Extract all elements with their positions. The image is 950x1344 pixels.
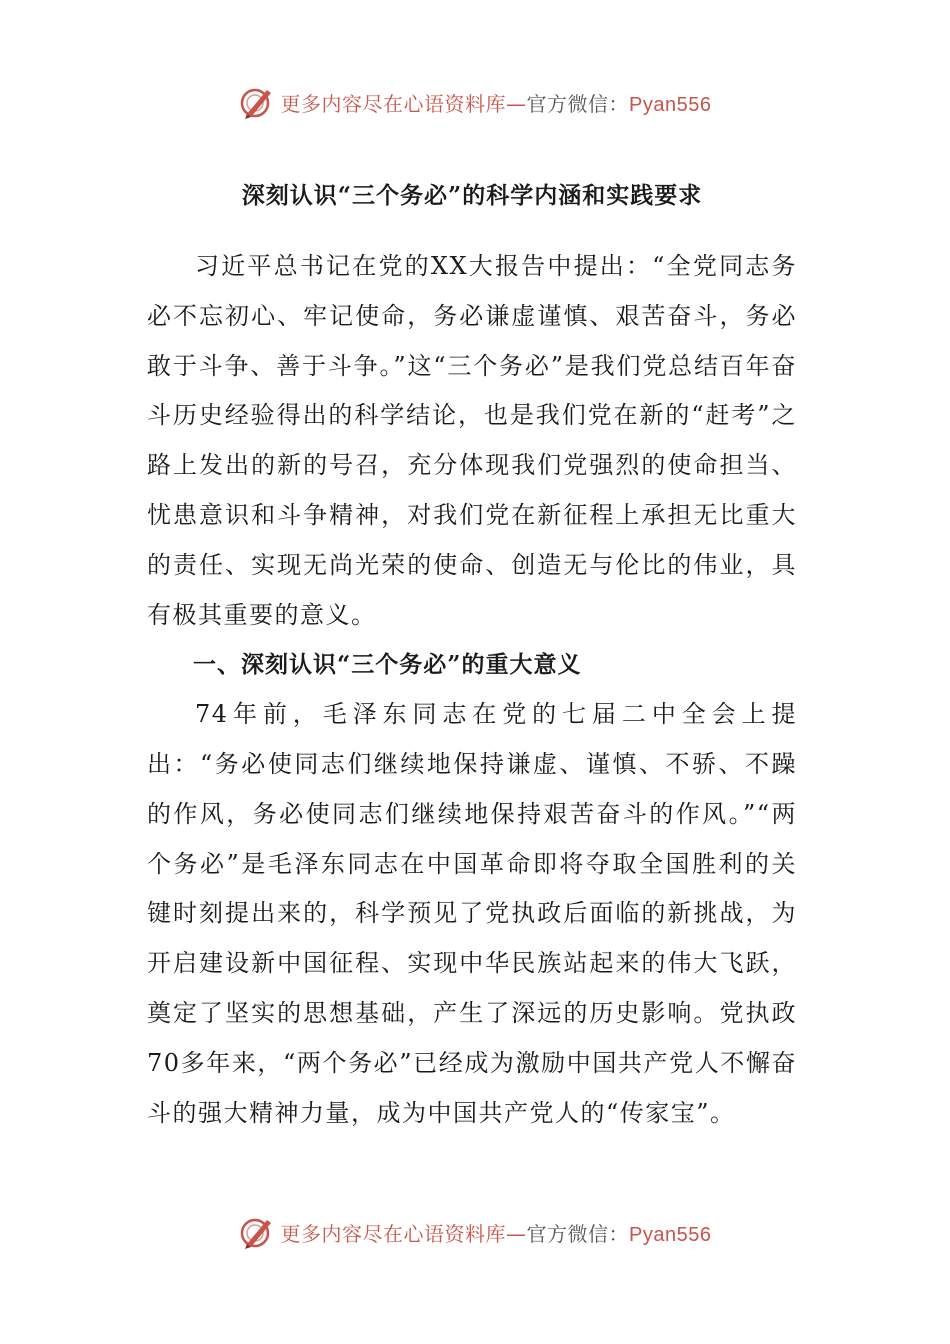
header-banner (0, 80, 950, 124)
banner-site-name: 更多内容尽在心语资料库 (280, 91, 507, 116)
banner-content (239, 84, 712, 120)
paragraph-intro: 习近平总书记在党的XX大报告中提出：“全党同志务必不忘初心、牢记使命，务必谦虚谨慎、艰苦奋斗，务必敢于斗争、善于斗争。”这“三个务必”是我们党总结百年奋斗历史经验得出的科学结论，也是我们党在新的“赶考”之路上发出的新的号召，充分体现我们党强烈的使命担当、忧患意识和斗争精神，对我们党在新征程上承担无比重大的责任、实现无尚光荣的使命、创造无与伦比的伟业，具有极其重要的意义。 (147, 252, 797, 629)
footer-banner (0, 1210, 950, 1254)
banner-dash: — (506, 1221, 527, 1246)
banner-wechat-id: Pyan556 (629, 93, 712, 116)
banner-wechat-label: 官方微信： (526, 1221, 630, 1246)
banner-wechat-id: Pyan556 (629, 1223, 712, 1246)
document-title: 深刻认识“三个务必”的科学内涵和实践要求 (241, 182, 703, 209)
banner-text (281, 1218, 712, 1247)
pen-in-circle-icon (239, 1214, 275, 1250)
banner-wechat-label: 官方微信： (526, 91, 630, 116)
section-heading-1: 一、深刻认识“三个务必”的重大意义 (193, 651, 582, 679)
paragraph-section-1: 74年前，毛泽东同志在党的七届二中全会上提出：“务必使同志们继续地保持谦虚、谨慎、不骄、不躁的作风，务必使同志们继续地保持艰苦奋斗的作风。”“两个务必”是毛泽东同志在中国革命即将夺取全国胜利的关键时刻提出来的，科学预见了党执政后面临的新挑战，为开启建设新中国征程、实现中华民族站起来的伟大飞跃，奠定了坚实的思想基础，产生了深远的历史影响。党执政70多年来，“两个务必”已经成为激励中国共产党人不懈奋斗的强大精神力量，成为中国共产党人的“传家宝”。 (147, 700, 797, 1127)
banner-content (239, 1214, 712, 1250)
document-body (147, 168, 797, 1138)
banner-site-name: 更多内容尽在心语资料库 (280, 1221, 507, 1246)
banner-text (281, 88, 712, 117)
banner-dash: — (506, 91, 527, 116)
pen-in-circle-icon (239, 84, 275, 120)
